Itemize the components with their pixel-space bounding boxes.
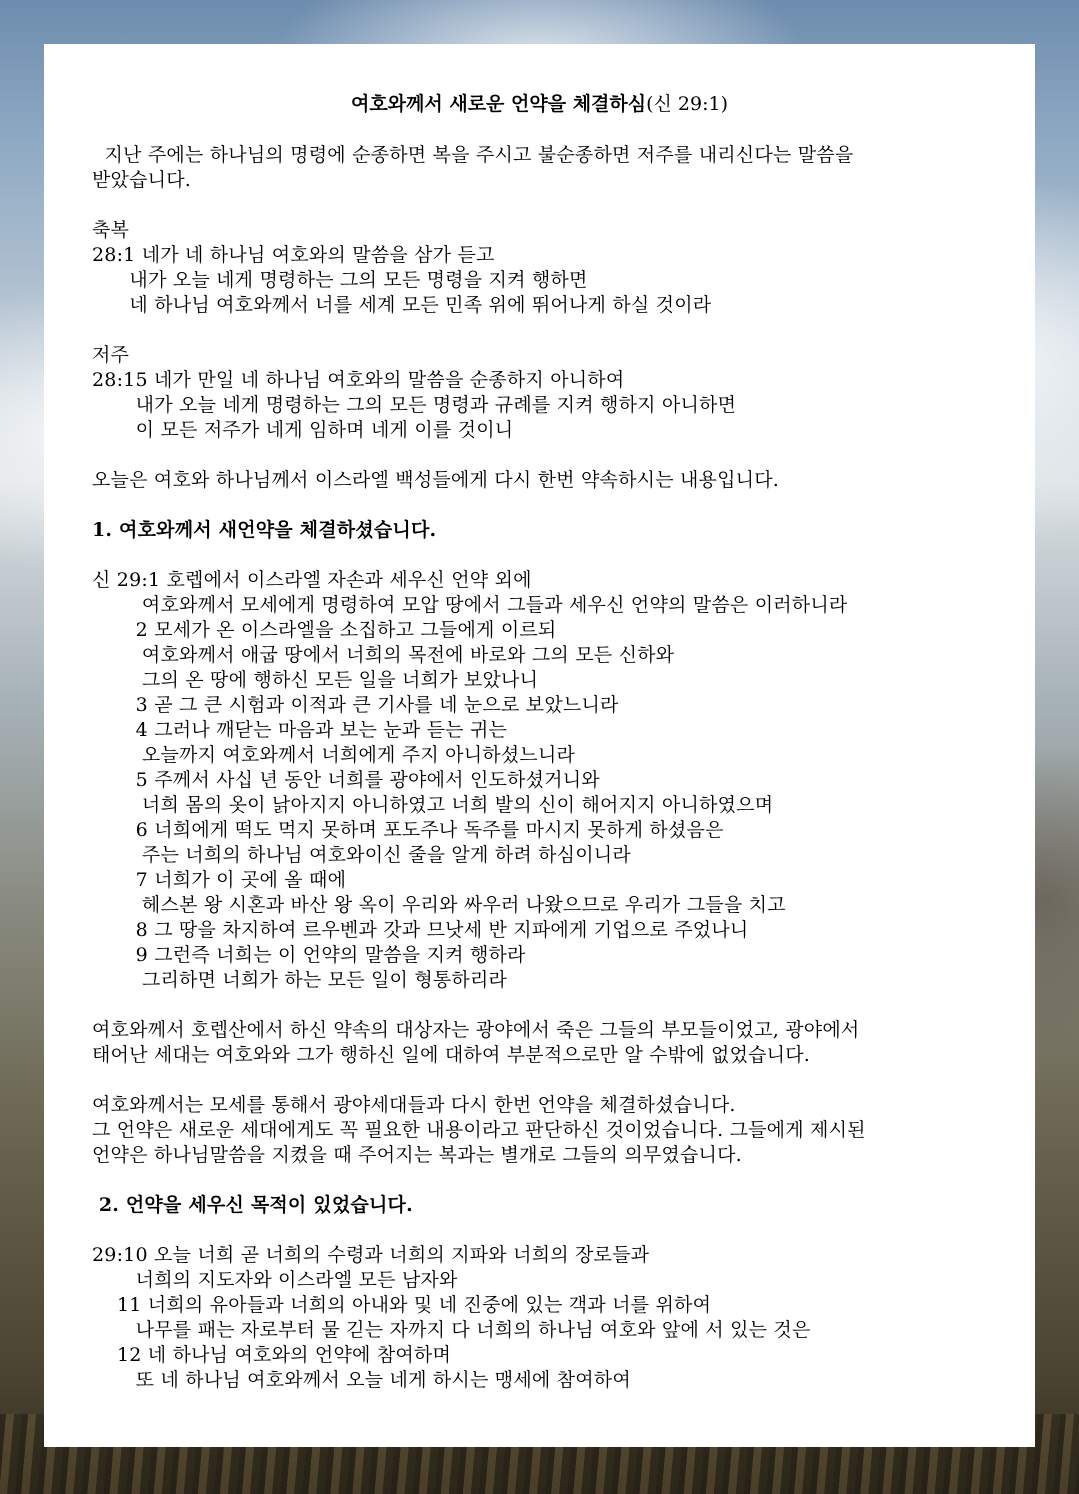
text-line: 그 언약은 새로운 세대에게도 꼭 필요한 내용이라고 판단하신 것이었습니다. 그들에게 제시된 [92,1119,866,1141]
text-line: 태어난 세대는 여호와와 그가 행하신 일에 대하여 부분적으로만 알 수밖에 없었습니다. [92,1044,811,1066]
text-line: 2 모세가 온 이스라엘을 소집하고 그들에게 이르되 [92,619,557,641]
title-reference: (신 29:1) [646,93,729,115]
text-line: 언약은 하나님말씀을 지켰을 때 주어지는 복과는 별개로 그들의 의무였습니다. [92,1144,742,1166]
text-line: 11 너희의 유아들과 너희의 아내와 및 네 진중에 있는 객과 너를 위하여 [92,1294,712,1316]
text-line: 7 너희가 이 곳에 올 때에 [92,869,347,891]
text-line: 9 그런즉 너희는 이 언약의 말씀을 지켜 행하라 [92,944,526,966]
text-line: 받았습니다. [92,169,192,191]
text-line: 오늘까지 여호와께서 너희에게 주지 아니하셨느니라 [92,744,576,766]
text-line: 여호와께서 애굽 땅에서 너희의 목전에 바로와 그의 모든 신하와 [92,644,675,666]
text-line: 여호와께서 호렙산에서 하신 약속의 대상자는 광야에서 죽은 그들의 부모들이었고, 광야에서 [92,1019,860,1041]
text-line: 나무를 패는 자로부터 물 긷는 자까지 다 너희의 하나님 여호와 앞에 서 있는 것은 [92,1319,811,1341]
title-main: 여호와께서 새로운 언약을 체결하심 [350,93,647,115]
text-line: 신 29:1 호렙에서 이스라엘 자손과 세우신 언약 외에 [92,569,532,591]
text-line: 너희 몸의 옷이 낡아지지 아니하였고 너희 발의 신이 해어지지 아니하였으며 [92,794,774,816]
text-line: 3 곧 그 큰 시험과 이적과 큰 기사를 네 눈으로 보았느니라 [92,694,619,716]
sermon-title [44,92,1035,116]
text-line: 6 너희에게 떡도 먹지 못하며 포도주나 독주를 마시지 못하게 하셨음은 [92,819,724,841]
text-line: 내가 오늘 네게 명령하는 그의 모든 명령을 지켜 행하면 [92,269,588,291]
text-line: 8 그 땅을 차지하여 르우벤과 갓과 므낫세 반 지파에게 기업으로 주었나니 [92,919,749,941]
text-line: 축복 [92,219,130,241]
section-heading: 1. 여호와께서 새언약을 체결하셨습니다. [92,519,437,541]
text-line: 지난 주에는 하나님의 명령에 순종하면 복을 주시고 불순종하면 저주를 내리신다는 말씀을 [92,144,854,166]
text-line: 5 주께서 사십 년 동안 너희를 광야에서 인도하셨거니와 [92,769,600,791]
text-line: 그리하면 너희가 하는 모든 일이 형통하리라 [92,969,508,991]
text-line: 여호와께서는 모세를 통해서 광야세대들과 다시 한번 언약을 체결하셨습니다. [92,1094,736,1116]
text-line: 그의 온 땅에 행하신 모든 일을 너희가 보았나니 [92,669,539,691]
text-line: 이 모든 저주가 네게 임하며 네게 이를 것이니 [92,419,514,441]
text-line: 또 네 하나님 여호와께서 오늘 네게 하시는 맹세에 참여하여 [92,1369,631,1391]
section-heading: 2. 언약을 세우신 목적이 있었습니다. [92,1194,413,1216]
text-line: 28:1 네가 네 하나님 여호와의 말씀을 삼가 듣고 [92,244,495,266]
text-line: 4 그러나 깨닫는 마음과 보는 눈과 듣는 귀는 [92,719,508,741]
text-line: 주는 너희의 하나님 여호와이신 줄을 알게 하려 하심이니라 [92,844,631,866]
text-line: 네 하나님 여호와께서 너를 세계 모든 민족 위에 뛰어나게 하실 것이라 [92,294,712,316]
text-line: 오늘은 여호와 하나님께서 이스라엘 백성들에게 다시 한번 약속하시는 내용입니다. [92,469,779,491]
document-page [44,44,1035,1447]
text-line: 28:15 네가 만일 네 하나님 여호와의 말씀을 순종하지 아니하여 [92,369,625,391]
text-line: 헤스본 왕 시혼과 바산 왕 옥이 우리와 싸우러 나왔으므로 우리가 그들을 치고 [92,894,786,916]
text-line: 너희의 지도자와 이스라엘 모든 남자와 [92,1269,458,1291]
text-line: 저주 [92,344,130,366]
text-line: 12 네 하나님 여호와의 언약에 참여하며 [92,1344,452,1366]
text-line: 내가 오늘 네게 명령하는 그의 모든 명령과 규례를 지켜 행하지 아니하면 [92,394,737,416]
text-line: 29:10 오늘 너희 곧 너희의 수령과 너희의 지파와 너희의 장로들과 [92,1244,650,1266]
text-line: 여호와께서 모세에게 명령하여 모압 땅에서 그들과 세우신 언약의 말씀은 이러하니라 [92,594,848,616]
